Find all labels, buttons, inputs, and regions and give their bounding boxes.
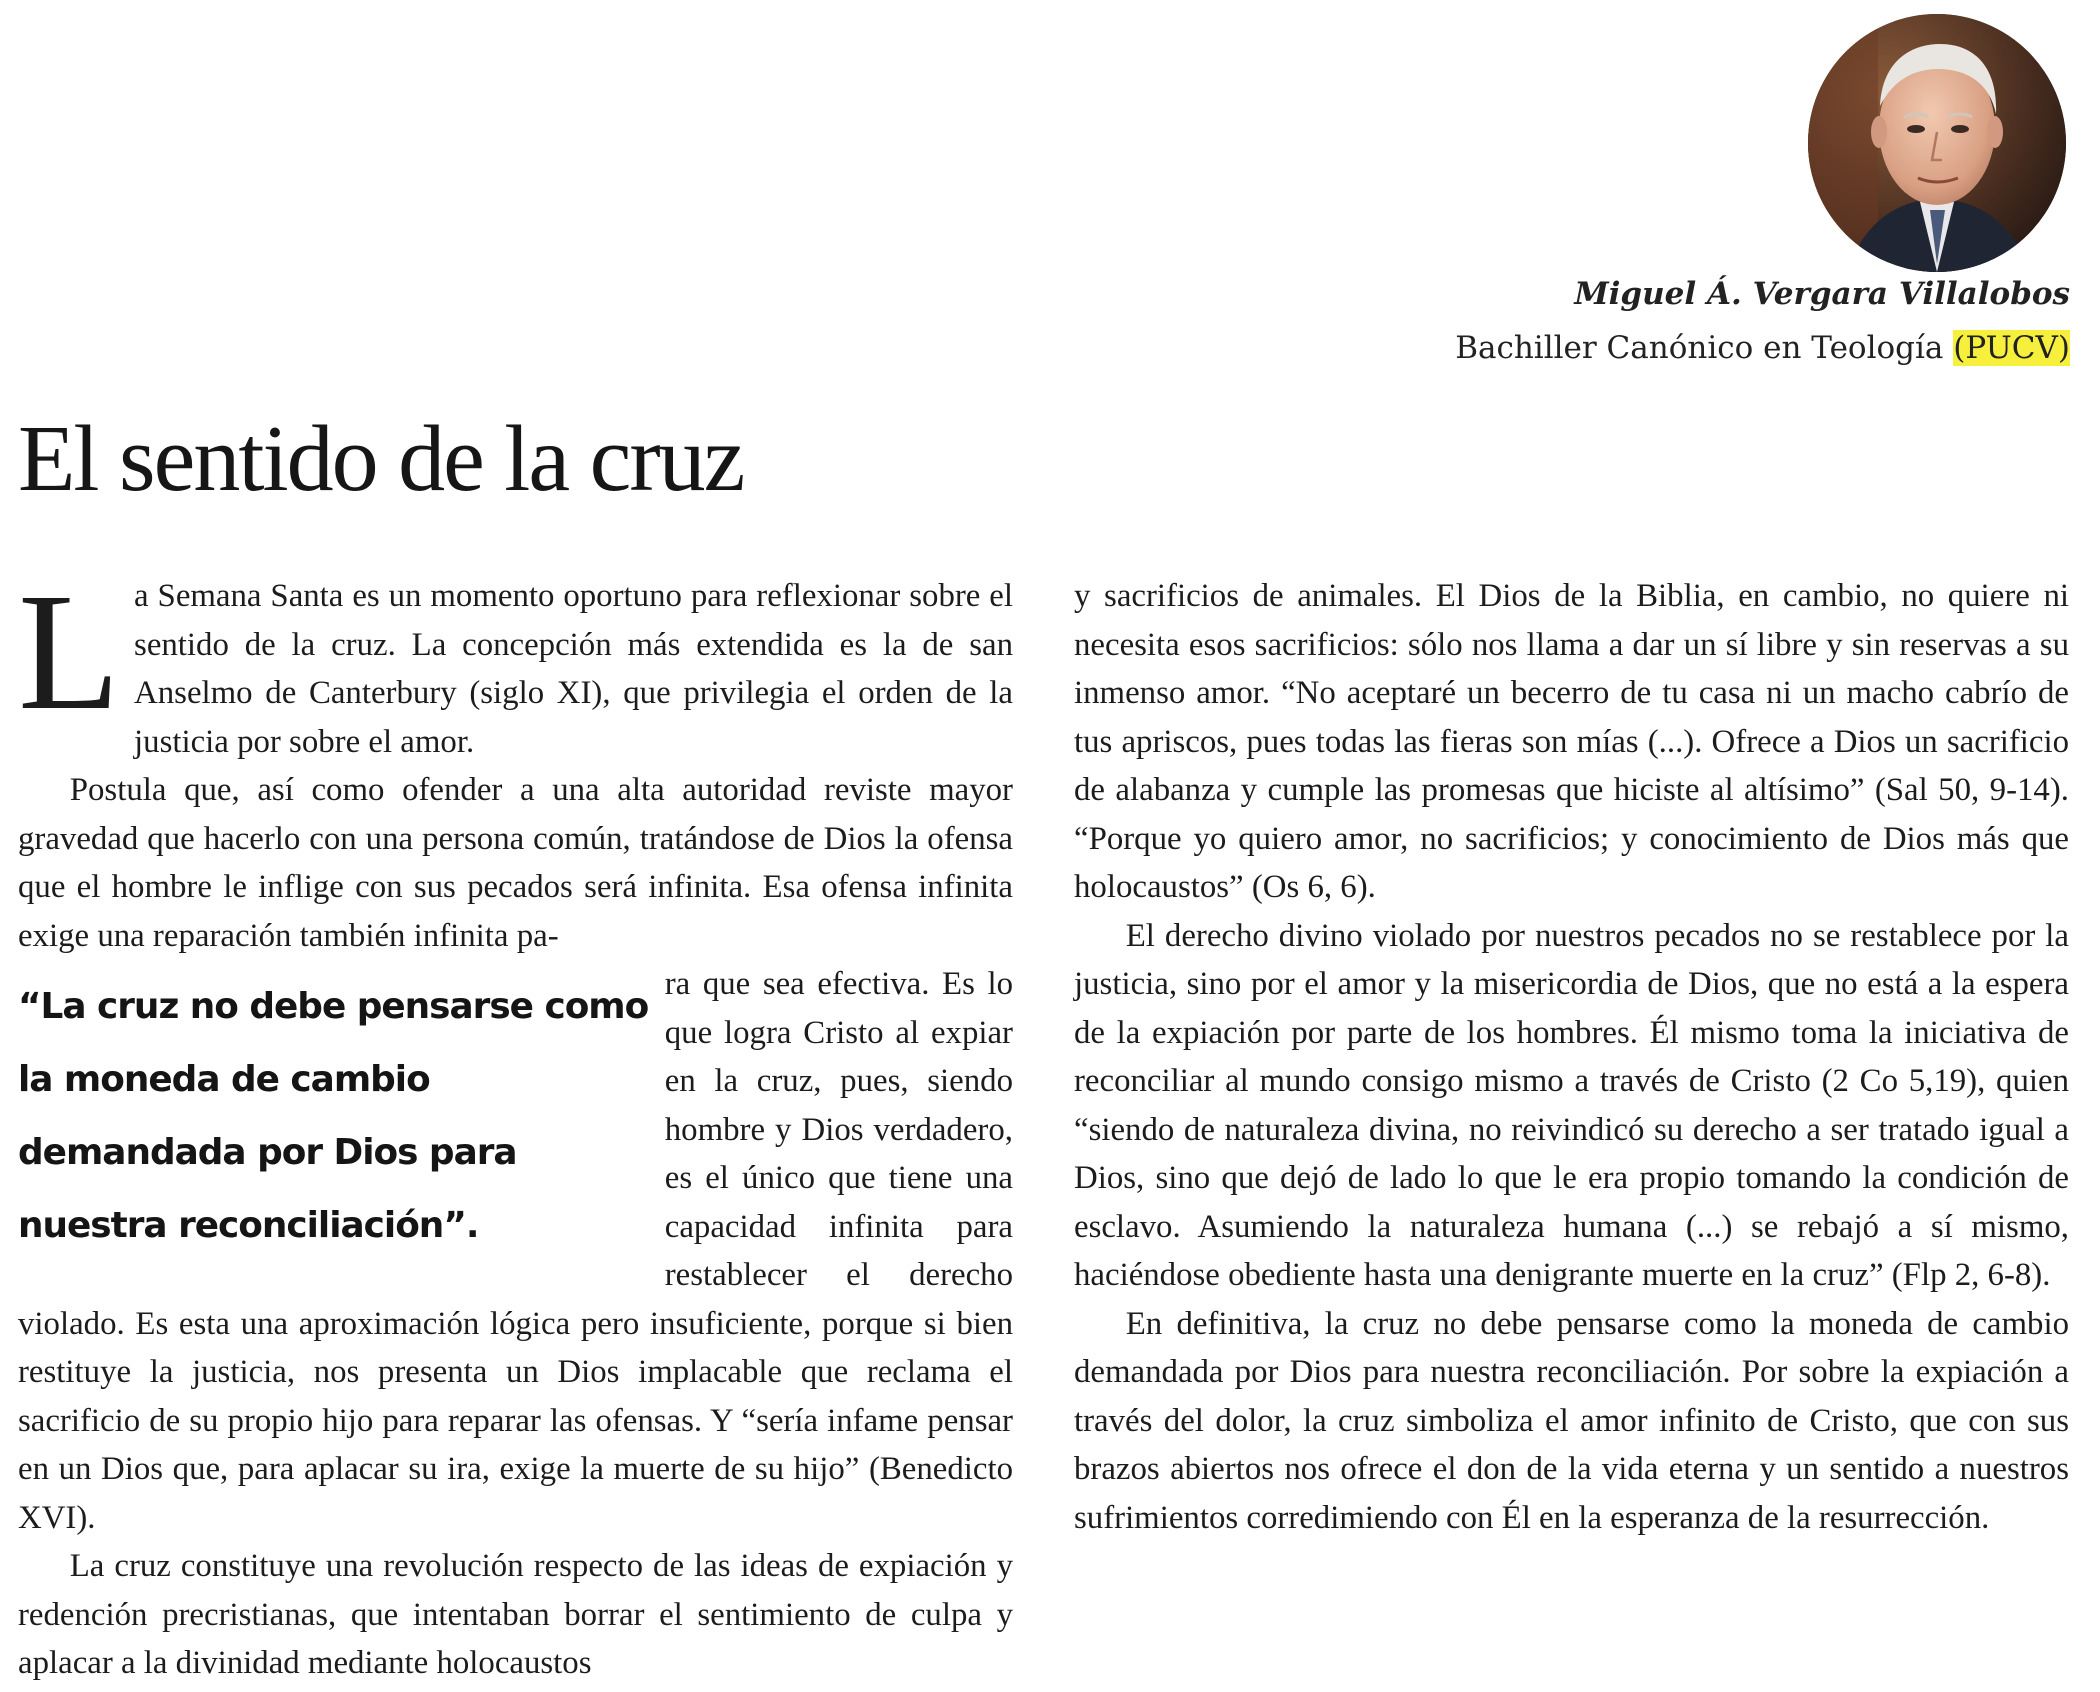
paragraph-2-text-before-quote: Postula que, así como ofender a una alta autoridad reviste mayor gravedad que hacerlo con una persona común, tratándose de Dios la ofensa que el hombre le inflige con sus pecados será infinita. Esa ofensa infinita exige una reparación también infinita pa- xyxy=(18,772,1014,954)
author-role-text: Bachiller Canónico en Teología xyxy=(1455,330,1954,366)
paragraph-3-continued xyxy=(1074,572,2069,912)
paragraph-1 xyxy=(18,559,1013,766)
paragraph-3-continued-text: y sacrificios de animales. El Dios de la Biblia, en cambio, no quiere ni necesita esos sacrificios: sólo nos llama a dar un sí libre y sin reservas a su inmenso amor. “No aceptaré un becerro de tu casa ni un macho cabrío de tus apriscos, pues todas las fieras son mías (...). Ofrece a Dios un sacrificio de alabanza y cumple las promesas que hiciste al altísimo” (Sal 50, 9-14). “Porque yo quiero amor, no sacrificios; y conocimiento de Dios más que holocaustos” (Os 6, 6). xyxy=(1074,578,2069,905)
author-photo xyxy=(1808,14,2066,272)
paragraph-4-text: El derecho divino violado por nuestros pecados no se restablece por la justicia, sino por el amor y la misericordia de Dios, que no está a la espera de la expiación por parte de los hombres. Él mismo toma la iniciativa de reconciliar al mundo consigo mismo a través de Cristo (2 Co 5,19), quien “siendo de naturaleza divina, no reivindicó su derecho a ser tratado igual a Dios, sino que dejó de lado lo que le era propio tomando la condición de esclavo. Asumiendo la naturaleza humana (...) se rebajó a sí mismo, haciéndose obediente hasta una denigrante muerte en la cruz” (Flp 2, 6-8). xyxy=(1074,917,2069,1293)
author-role xyxy=(1455,330,2070,366)
paragraph-2 xyxy=(18,766,1013,960)
pull-quote: “La cruz no debe pensarse como la moneda de cambio demandada por Dios para nuestra reconciliación”. xyxy=(18,986,649,1246)
paragraph-5-text: En definitiva, la cruz no debe pensarse como la moneda de cambio demandada por Dios para nuestra reconciliación. Por sobre la expiación a través del dolor, la cruz simboliza el amor infinito de Cristo, que con sus brazos abiertos nos ofrece el don de la vida eterna y un sentido a nuestros sufrimientos corredimiendo con Él en la esperanza de la resurrección. xyxy=(1074,1305,2069,1536)
author-institution-highlight: (PUCV) xyxy=(1953,330,2070,366)
paragraph-1-text: a Semana Santa es un momento oportuno para reflexionar sobre el sentido de la cruz. La concepción más extendida es la de san Anselmo de Canterbury (siglo XI), que privilegia el orden de la justicia por sobre el amor. xyxy=(134,578,1013,760)
article-title: El sentido de la cruz xyxy=(18,407,744,511)
drop-cap: L xyxy=(18,559,121,745)
article-column-left xyxy=(18,559,1014,1688)
paragraph-5 xyxy=(1074,1300,2069,1543)
paragraph-4 xyxy=(1074,912,2069,1300)
paragraph-3-text: La cruz constituye una revolución respecto de las ideas de expiación y redención precristianas, que intentaban borrar el sentimiento de culpa y aplacar a la divinidad mediante holocaustos xyxy=(18,1548,1014,1681)
author-name: Miguel Á. Vergara Villalobos xyxy=(1574,276,2070,312)
paragraph-3 xyxy=(18,1542,1013,1688)
paragraph-2-text-after-quote: ra que sea efectiva. Es lo que logra Cristo al expiar en la cruz, pues, siendo hombre y Dios verdadero, es el único que tiene una capacidad infinita para restablecer el derecho violado. Es esta una aproximación lógica pero insuficiente, porque si bien restituye la justicia, nos presenta un Dios implacable que reclama el sacrificio de su propio hijo para reparar las ofensas. Y “sería infame pensar en un Dios que, para aplacar su ira, exige la muerte de su hijo” (Benedicto XVI). xyxy=(18,966,1013,1536)
article-column-right xyxy=(1074,572,2069,1542)
author-portrait-illustration xyxy=(1808,14,2066,272)
